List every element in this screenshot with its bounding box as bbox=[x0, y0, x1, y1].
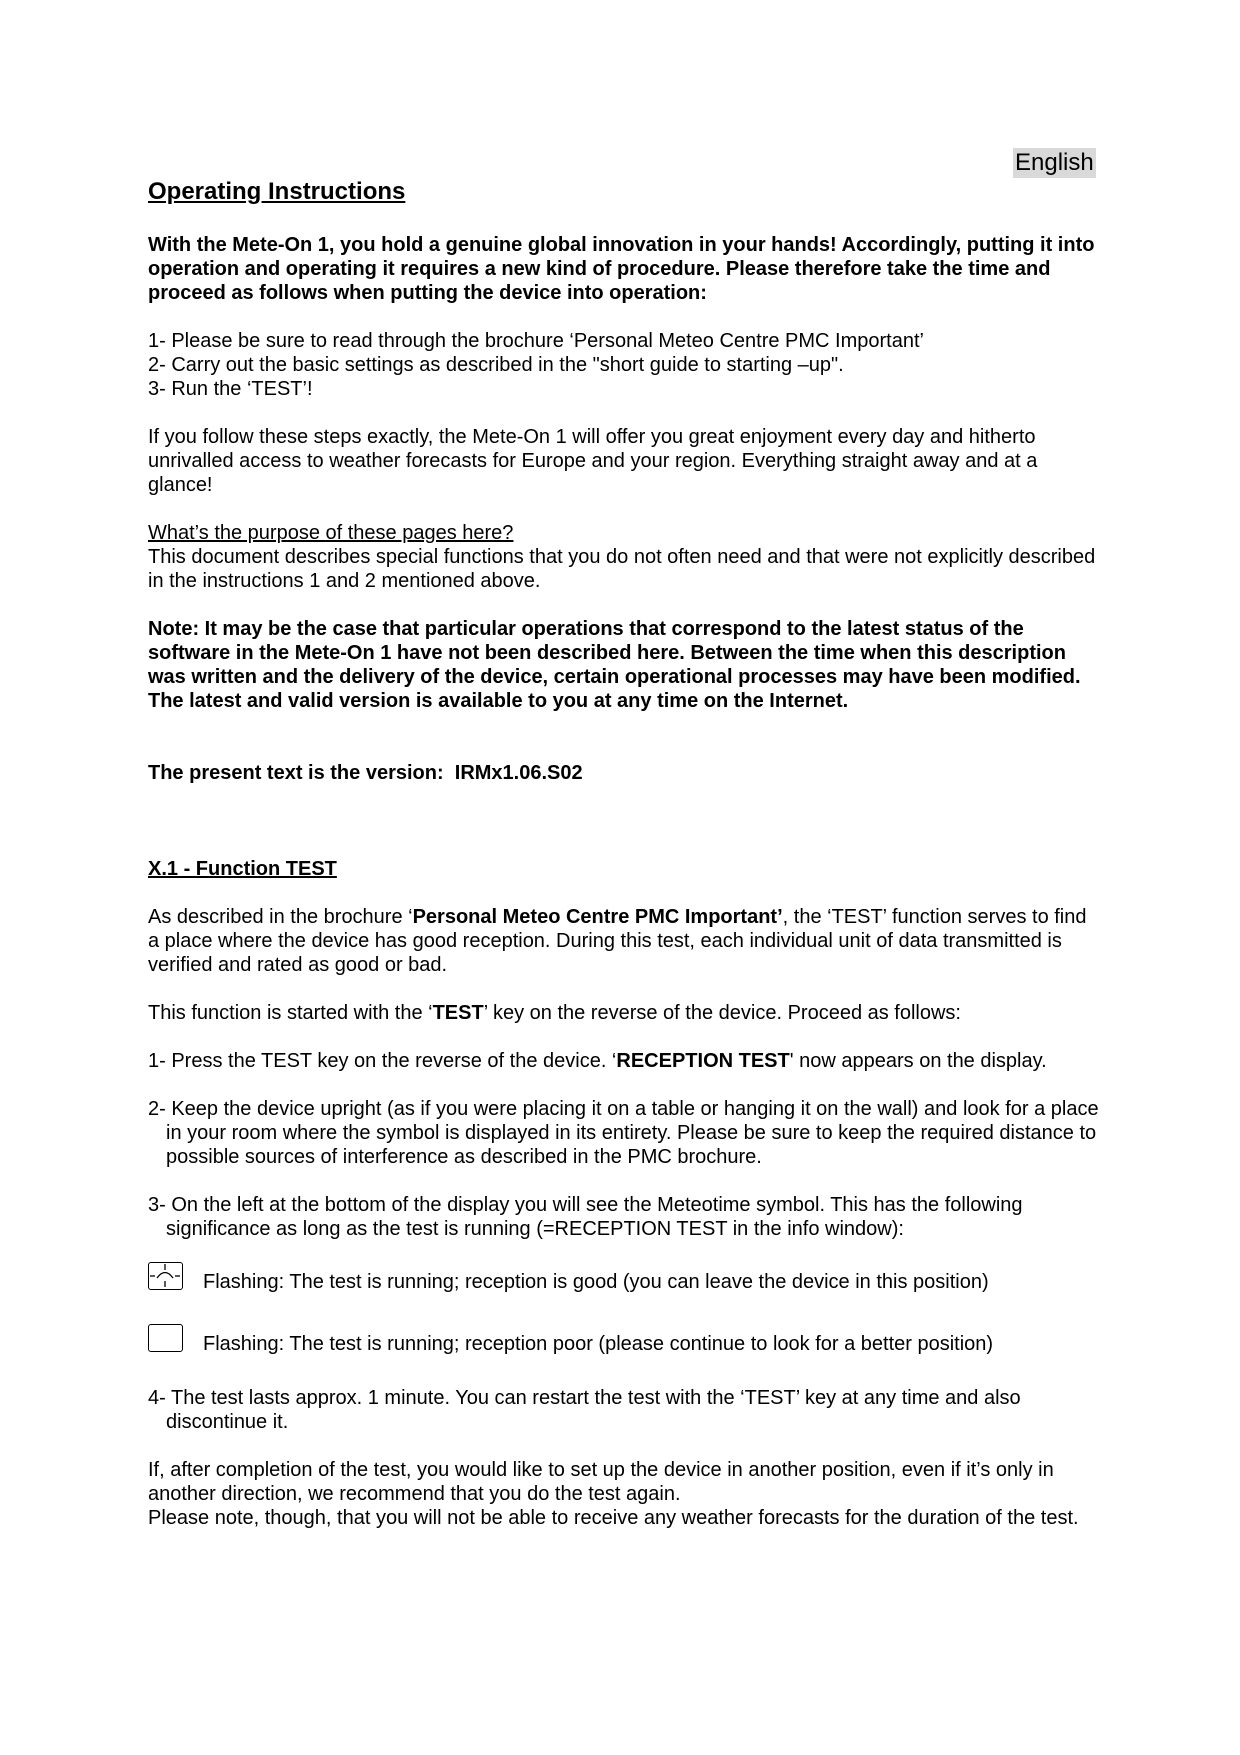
intro-lead: With the Mete-On 1, you hold a genuine global innovation in your hands! Accordingly, putting it into operation and operating it requires a new kind of procedure. Please therefore take the time and proceed as follows when putting the device into operation: bbox=[148, 234, 1095, 304]
note-text: Note: It may be the case that particular operations that correspond to the latest status of the software in the Mete-On 1 have not been described here. Between the time when this description was written and the delivery of the device, certain operational processes may have been modified. bbox=[148, 618, 1081, 688]
purpose-heading: What’s the purpose of these pages here? bbox=[148, 522, 514, 544]
section-heading: X.1 - Function TEST bbox=[148, 858, 337, 880]
meteotime-poor-icon bbox=[148, 1324, 183, 1352]
text-span: 1- Press the TEST key on the reverse of the device. ‘ bbox=[148, 1050, 617, 1072]
text-span: , the ‘TEST’ function serves to find a place where the device has good reception. During this test, each individual unit of data transmitted is verified and rated as good or bad. bbox=[148, 906, 1087, 976]
meteotime-good-icon bbox=[148, 1262, 183, 1290]
after-text-1: If, after completion of the test, you would like to set up the device in another position, even if it’s only in another direction, we recommend that you do the test again. bbox=[148, 1459, 1054, 1505]
intro-follow: If you follow these steps exactly, the Mete-On 1 will offer you great enjoyment every day and hitherto unrivalled access to weather forecasts for Europe and your region. Everything straight away and at a glance! bbox=[148, 426, 1038, 496]
step-1 bbox=[148, 1049, 1098, 1073]
text-span: RECEPTION TEST bbox=[616, 1050, 790, 1072]
section-para-1 bbox=[148, 905, 1098, 977]
intro-steps bbox=[148, 329, 1098, 401]
after-block bbox=[148, 1458, 1098, 1530]
text-span: As described in the brochure ‘ bbox=[148, 906, 413, 928]
version-line bbox=[148, 761, 1098, 785]
page-title: Operating Instructions bbox=[148, 178, 406, 205]
intro-step: 3- Run the ‘TEST’! bbox=[148, 378, 313, 400]
step-4: 4- The test lasts approx. 1 minute. You can restart the test with the ‘TEST’ key at any time and also discontinue it. bbox=[148, 1387, 1021, 1433]
text-span: This function is started with the ‘ bbox=[148, 1002, 433, 1024]
version-value: IRMx1.06.S02 bbox=[454, 762, 583, 784]
note-block bbox=[148, 617, 1098, 713]
step-3: 3- On the left at the bottom of the display you will see the Meteotime symbol. This has the following significance as long as the test is running (=RECEPTION TEST in the info window): bbox=[148, 1194, 1023, 1240]
intro-step: 2- Carry out the basic settings as described in the "short guide to starting –up". bbox=[148, 354, 844, 376]
text-span: ' now appears on the display. bbox=[789, 1050, 1047, 1072]
text-span: TEST bbox=[432, 1002, 484, 1024]
latest-version-text: The latest and valid version is available to you at any time on the Internet. bbox=[148, 690, 849, 712]
flash-poor-text: Flashing: The test is running; reception poor (please continue to look for a better position) bbox=[203, 1333, 994, 1355]
section-para-2 bbox=[148, 1001, 1098, 1025]
language-label: English bbox=[1015, 149, 1094, 176]
purpose-block bbox=[148, 521, 1098, 593]
flash-good-text: Flashing: The test is running; reception is good (you can leave the device in this position) bbox=[203, 1271, 989, 1293]
step-2: 2- Keep the device upright (as if you were placing it on a table or hanging it on the wall) and look for a place in your room where the symbol is displayed in its entirety. Please be sure to keep the required distance to possible sources of interference as described in the PMC brochure. bbox=[148, 1098, 1099, 1168]
purpose-text: This document describes special functions that you do not often need and that were not explicitly described in the instructions 1 and 2 mentioned above. bbox=[148, 546, 1096, 592]
text-span: Personal Meteo Centre PMC Important’ bbox=[412, 906, 783, 928]
after-text-2: Please note, though, that you will not be able to receive any weather forecasts for the duration of the test. bbox=[148, 1507, 1079, 1529]
version-label: The present text is the version: bbox=[148, 762, 444, 784]
intro-step: 1- Please be sure to read through the brochure ‘Personal Meteo Centre PMC Important’ bbox=[148, 330, 924, 352]
text-span: ’ key on the reverse of the device. Proceed as follows: bbox=[483, 1002, 961, 1024]
